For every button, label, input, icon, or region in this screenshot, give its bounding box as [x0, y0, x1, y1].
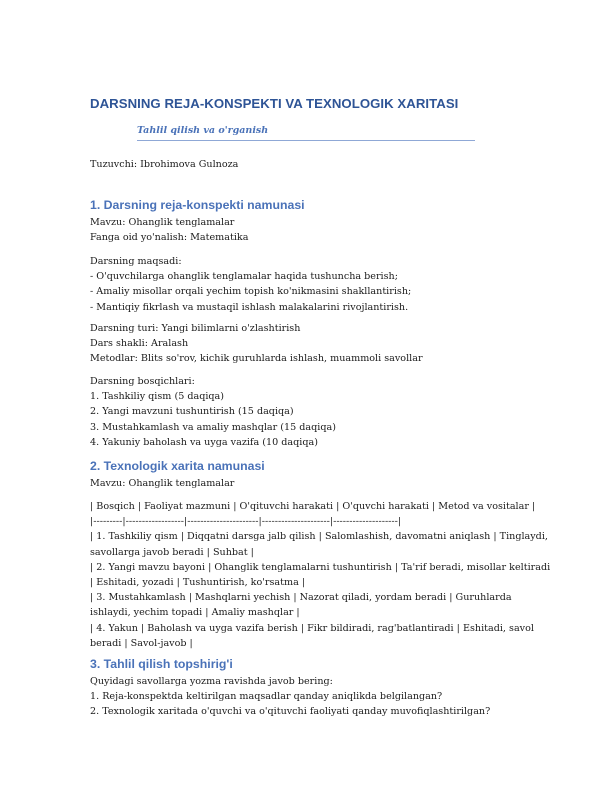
table-line: | Eshitadi, yozadi | Tushuntirish, ko'rsatma |	[90, 576, 306, 588]
section2-heading: 2. Texnologik xarita namunasi	[90, 459, 265, 473]
lesson-form: Dars shakli: Aralash	[90, 338, 189, 350]
stage-item: 4. Yakuniy baholash va uyga vazifa (10 daqiqa)	[90, 436, 318, 448]
section1-stages	[90, 374, 336, 450]
section1-meta	[90, 215, 248, 245]
tech-map-table	[90, 499, 550, 651]
goals-label: Darsning maqsadi:	[90, 256, 182, 267]
lesson-type: Darsning turi: Yangi bilimlarni o'zlashtirish	[90, 323, 301, 334]
question-item: 1. Reja-konspektda keltirilgan maqsadlar qanday aniqlikda belgilangan?	[90, 691, 443, 703]
table-line: | 2. Yangi mavzu bayoni | Ohanglik tenglamalarni tushuntirish | Ta'rif beradi, misollar keltiradi	[90, 561, 551, 573]
goal-item: - Mantiqiy fikrlash va mustaqil ishlash malakalarini rivojlantirish.	[90, 301, 409, 313]
section2-topic: Mavzu: Ohanglik tenglamalar	[90, 478, 235, 489]
section3-heading: 3. Tahlil qilish topshirig'i	[90, 657, 233, 671]
table-line: | 4. Yakun | Baholash va uyga vazifa berish | Fikr bildiradi, rag'batlantiradi | Eshitadi, savol	[90, 622, 534, 634]
document-subtitle: Tahlil qilish va o'rganish	[137, 125, 475, 141]
section3-intro: Quyidagi savollarga yozma ravishda javob bering:	[90, 676, 333, 687]
section1-topic: Mavzu: Ohanglik tenglamalar	[90, 217, 235, 228]
table-line: | 3. Mustahkamlash | Mashqlarni yechish | Nazorat qiladi, yordam beradi | Guruhlarda	[90, 592, 512, 604]
stage-item: 2. Yangi mavzuni tushuntirish (15 daqiqa)	[90, 406, 294, 418]
section2-topic-block	[90, 476, 234, 491]
goal-item: - O'quvchilarga ohanglik tenglamalar haqida tushuncha berish;	[90, 271, 398, 283]
question-item: 2. Texnologik xaritada o'quvchi va o'qituvchi faoliyati qanday muvofiqlashtirilgan?	[90, 706, 491, 718]
goal-item: - Amaliy misollar orqali yechim topish ko'nikmasini shakllantirish;	[90, 286, 412, 298]
lesson-methods: Metodlar: Blits so'rov, kichik guruhlarda ishlash, muammoli savollar	[90, 353, 423, 365]
section1-subject: Fanga oid yo'nalish: Matematika	[90, 232, 249, 244]
section1-heading: 1. Darsning reja-konspekti namunasi	[90, 198, 305, 212]
table-line: savollarga javob beradi | Suhbat |	[90, 546, 254, 558]
section3-body	[90, 674, 490, 720]
table-line: ishlaydi, yechim topadi | Amaliy mashqlar |	[90, 607, 300, 619]
section1-goals	[90, 254, 411, 315]
stages-label: Darsning bosqichlari:	[90, 376, 195, 387]
table-line: | 1. Tashkiliy qism | Diqqatni darsga jalb qilish | Salomlashish, davomatni aniqlash | Tinglaydi,	[90, 531, 548, 543]
stage-item: 3. Mustahkamlash va amaliy mashqlar (15 daqiqa)	[90, 421, 336, 433]
section1-lesson-info	[90, 321, 423, 367]
table-line: |---------|------------------|----------------------|---------------------|--------------------|	[90, 516, 402, 528]
author-line: Tuzuvchi: Ibrohimova Gulnoza	[90, 159, 239, 170]
stage-item: 1. Tashkiliy qism (5 daqiqa)	[90, 391, 225, 403]
table-line: beradi | Savol-javob |	[90, 637, 193, 649]
document-title: DARSNING REJA-KONSPEKTI VA TEXNOLOGIK XARITASI	[90, 96, 459, 111]
table-line: | Bosqich | Faoliyat mazmuni | O'qituvchi harakati | O'quvchi harakati | Metod va vositalar |	[90, 501, 536, 512]
